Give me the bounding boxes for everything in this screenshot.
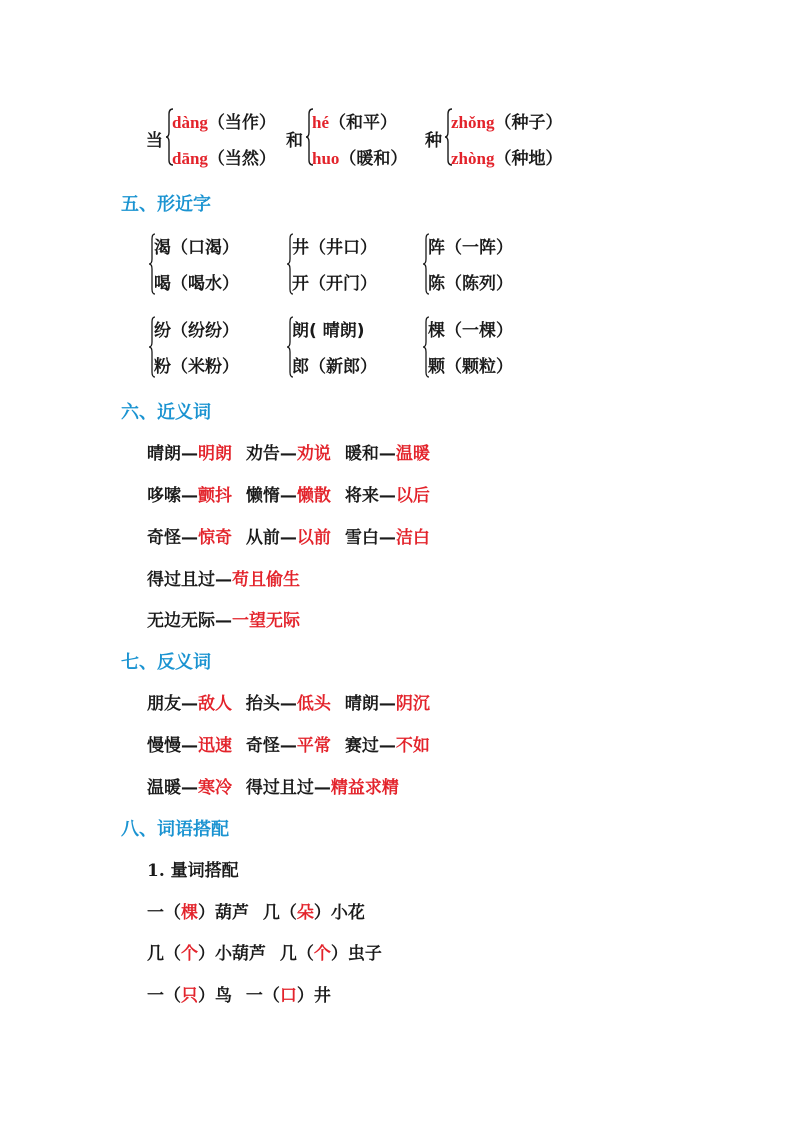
word: 赛过 xyxy=(344,736,379,756)
measure-word: 朵 xyxy=(296,903,314,923)
similar-char-entry: 井（井口） xyxy=(292,238,377,258)
dash: — xyxy=(181,486,198,506)
reading-line xyxy=(451,144,562,169)
reading-line xyxy=(451,108,562,133)
dash: — xyxy=(181,778,198,798)
dash: — xyxy=(181,444,198,464)
similar-char-entry: 渴（口渴） xyxy=(154,238,239,258)
word: 奇怪 xyxy=(245,736,280,756)
answer: 洁白 xyxy=(395,528,430,548)
dash: — xyxy=(181,736,198,756)
answer: 懒散 xyxy=(296,486,331,506)
dash: — xyxy=(378,694,396,714)
dash: — xyxy=(378,486,396,506)
measure-row xyxy=(147,898,365,923)
prefix: 一（ xyxy=(147,986,181,1006)
measure-word: 个 xyxy=(313,944,331,964)
pinyin: huo xyxy=(312,149,340,168)
dash: — xyxy=(215,611,232,631)
dash: — xyxy=(279,736,297,756)
word: 奇怪 xyxy=(147,528,181,548)
answer: 精益求精 xyxy=(330,778,399,798)
dash: — xyxy=(215,570,232,590)
word: 雪白 xyxy=(344,528,379,548)
dash: — xyxy=(181,694,198,714)
word: 将来 xyxy=(344,486,379,506)
word: 哆嗦 xyxy=(147,486,181,506)
noun: ）虫子 xyxy=(330,944,382,964)
synonym-row xyxy=(147,481,430,506)
reading-line xyxy=(312,108,397,133)
dash: — xyxy=(378,528,396,548)
answer: 平常 xyxy=(296,736,331,756)
noun: ）小花 xyxy=(313,903,365,923)
answer: 低头 xyxy=(296,694,331,714)
section-title-similar-chars: 五、形近字 xyxy=(121,194,211,215)
measure-row xyxy=(147,981,331,1006)
word: 从前 xyxy=(245,528,280,548)
measure-word: 棵 xyxy=(181,903,198,923)
answer: 不如 xyxy=(395,736,430,756)
dash: — xyxy=(279,694,297,714)
similar-char-entry: 颗（颗粒） xyxy=(428,357,513,377)
answer: 寒冷 xyxy=(198,778,232,798)
measure-row xyxy=(147,939,382,964)
section-title-antonyms: 七、反义词 xyxy=(121,652,211,673)
answer: 苟且偷生 xyxy=(232,570,300,590)
answer: 阴沉 xyxy=(395,694,430,714)
prefix: 几（ xyxy=(262,903,297,923)
example-word: （和平） xyxy=(329,113,397,133)
similar-char-entry: 喝（喝水） xyxy=(154,274,239,294)
similar-char-entry: 粉（米粉） xyxy=(154,357,239,377)
pinyin: dāng xyxy=(172,149,208,168)
answer: 劝说 xyxy=(296,444,331,464)
word: 劝告 xyxy=(245,444,280,464)
synonym-row xyxy=(147,606,300,631)
dash: — xyxy=(378,444,396,464)
answer: 敌人 xyxy=(198,694,232,714)
dash: — xyxy=(279,528,297,548)
antonym-row xyxy=(147,689,430,714)
measure-word: 个 xyxy=(181,944,198,964)
section-title-synonyms: 六、近义词 xyxy=(121,402,211,423)
prefix: 几（ xyxy=(279,944,314,964)
answer: 温暖 xyxy=(395,444,430,464)
example-word: （当然） xyxy=(207,149,276,169)
similar-char-entry: 阵（一阵） xyxy=(428,238,513,258)
example-word: （当作） xyxy=(207,113,276,133)
similar-char-entry: 陈（陈列） xyxy=(428,274,513,294)
pinyin: hé xyxy=(312,113,329,132)
similar-char-entry: 棵（一棵） xyxy=(428,321,513,341)
subsection-title-measure-words: 1. 量词搭配 xyxy=(147,861,239,881)
prefix: 一（ xyxy=(245,986,280,1006)
antonym-row xyxy=(147,731,430,756)
polyphone-char: 和 xyxy=(286,131,303,151)
reading-line xyxy=(312,144,407,169)
noun: ）葫芦 xyxy=(198,903,249,923)
word: 得过且过 xyxy=(245,778,314,798)
synonym-row xyxy=(147,565,300,590)
pinyin: zhǒng xyxy=(451,113,495,132)
synonym-row xyxy=(147,523,430,548)
noun: ）井 xyxy=(296,986,331,1006)
word: 抬头 xyxy=(245,694,280,714)
example-word: （种地） xyxy=(494,149,563,169)
example-word: （种子） xyxy=(494,113,563,133)
measure-word: 只 xyxy=(181,986,198,1006)
measure-word: 口 xyxy=(279,986,297,1006)
polyphone-char: 当 xyxy=(146,131,163,151)
noun: ）鸟 xyxy=(198,986,232,1006)
pinyin: dàng xyxy=(172,113,208,132)
reading-line xyxy=(172,108,276,133)
reading-line xyxy=(172,144,276,169)
example-word: （暖和） xyxy=(339,149,408,169)
pinyin: zhòng xyxy=(451,149,495,168)
answer: 颤抖 xyxy=(198,486,232,506)
noun: ）小葫芦 xyxy=(198,944,266,964)
similar-char-entry: 朗( 晴朗) xyxy=(292,321,365,341)
answer: 明朗 xyxy=(198,444,232,464)
dash: — xyxy=(279,486,297,506)
dash: — xyxy=(378,736,396,756)
answer: 迅速 xyxy=(198,736,232,756)
dash: — xyxy=(279,444,297,464)
similar-char-entry: 纷（纷纷） xyxy=(154,321,239,341)
answer: 以前 xyxy=(296,528,331,548)
synonym-row xyxy=(147,439,430,464)
word: 无边无际 xyxy=(147,611,215,631)
word: 得过且过 xyxy=(147,570,215,590)
polyphone-char: 种 xyxy=(425,131,442,151)
word: 朋友 xyxy=(147,694,181,714)
answer: 以后 xyxy=(395,486,430,506)
answer: 惊奇 xyxy=(198,528,232,548)
word: 晴朗 xyxy=(147,444,181,464)
similar-char-entry: 郎（新郎） xyxy=(292,357,377,377)
word: 暖和 xyxy=(344,444,379,464)
antonym-row xyxy=(147,773,399,798)
word: 慢慢 xyxy=(147,736,181,756)
similar-char-entry: 开（开门） xyxy=(292,274,377,294)
prefix: 一（ xyxy=(147,903,181,923)
dash: — xyxy=(313,778,331,798)
prefix: 几（ xyxy=(147,944,181,964)
answer: 一望无际 xyxy=(232,611,300,631)
word: 懒惰 xyxy=(245,486,280,506)
word: 温暖 xyxy=(147,778,181,798)
dash: — xyxy=(181,528,198,548)
section-title-collocations: 八、词语搭配 xyxy=(121,819,229,840)
word: 晴朗 xyxy=(344,694,379,714)
